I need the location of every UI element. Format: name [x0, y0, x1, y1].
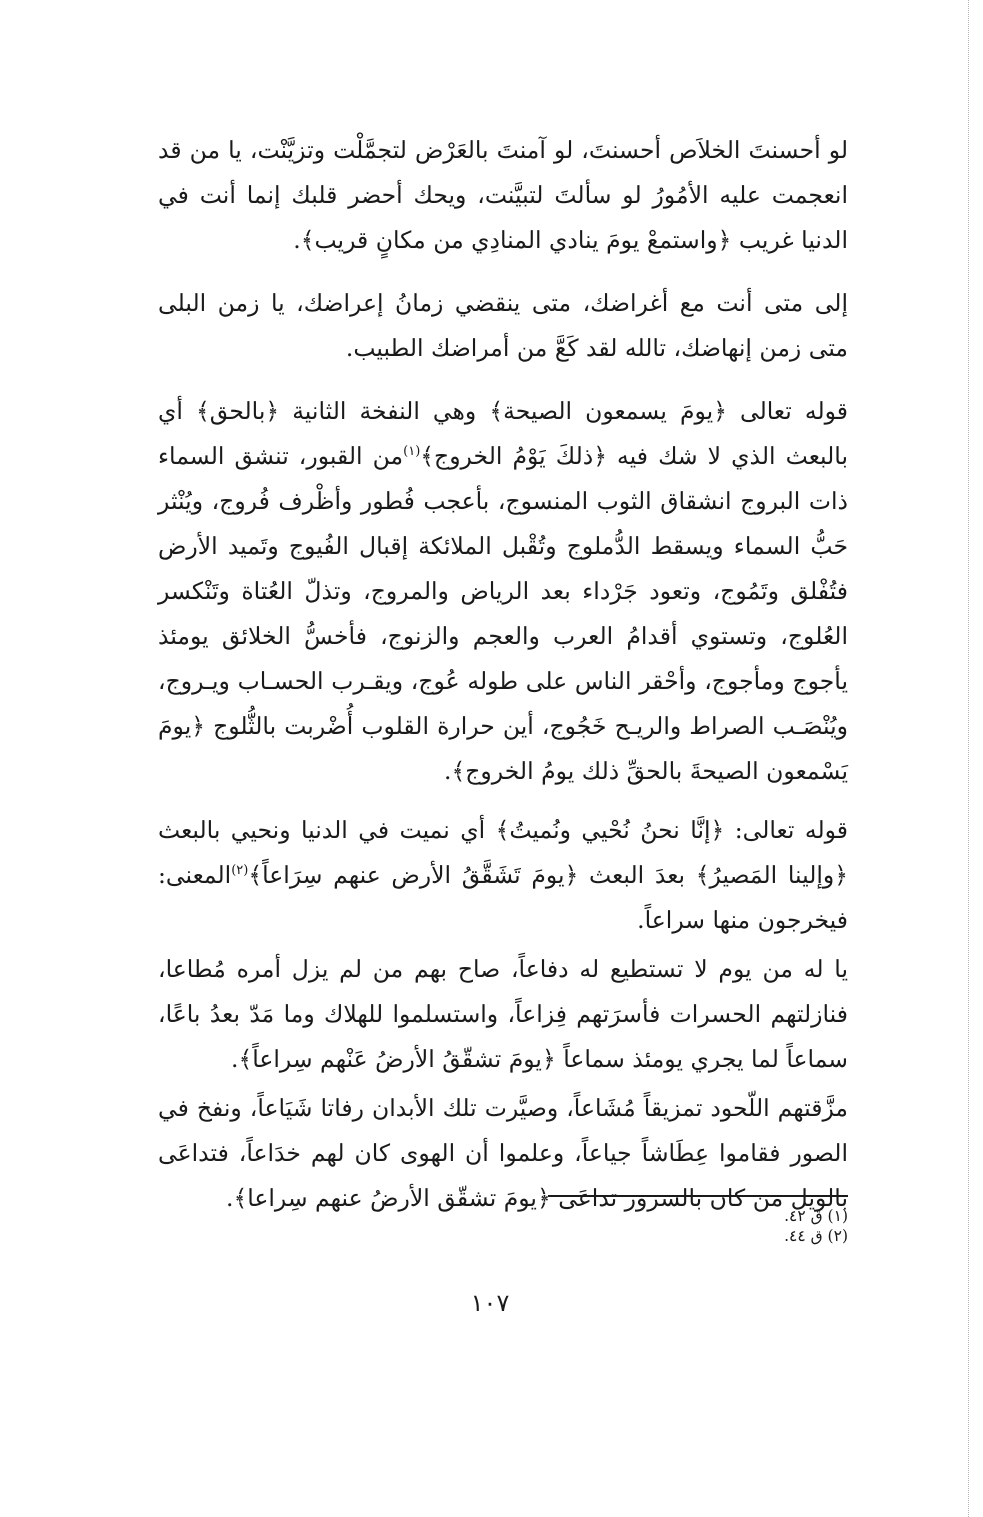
paragraph-1: لو أحسنتَ الخلاَص أحسنتَ، لو آمنتَ بالعَرْض لتجمَّلْت وتزيَّنْت، يا من قد انعجمت عليه الأمُورُ لو سألتَ لتبيَّنت، ويحك أحضر قلبك إنما أنت في الدنيا غريب ﴿واستمعْ يومَ ينادي المنادِي من مكانٍ قريب﴾.	[158, 136, 848, 254]
footnote-ref-2: (٢)	[231, 863, 249, 879]
footnote-1: (١) ق ٤٢.	[784, 1207, 848, 1225]
paragraph-4-part-1: قوله تعالى: ﴿إنَّا نحنُ نُحْيي ونُميتُ﴾ أي نميت في الدنيا ونحيي بالبعث ﴿وإلينا المَصيرُ﴾ بعدَ البعث ﴿يومَ تَشَقَّقُ الأرض عنهم سِرَاعاً﴾	[158, 816, 848, 889]
footnote-2: (٢) ق ٤٤.	[784, 1227, 848, 1245]
paragraph-3-part-1: قوله تعالى ﴿يومَ يسمعون الصيحة﴾ وهي النفخة الثانية ﴿بالحق﴾ أي بالبعث الذي لا شك فيه ﴿ذلكَ يَوْمُ الخروج﴾	[158, 397, 849, 470]
paragraph-6: مزَّقتهم اللّحود تمزيقاً مُشَاعاً، وصيَّرت تلك الأبدان رفاتا شَيَاعاً، ونفخ في الصور فقاموا عِطَاشاً جياعاً، وعلموا أن الهوى كان لهم خدَاعاً، فتداعَى بالويل من كان بالسرور تداعَى ﴿يومَ تشقّق الأرضُ عنهم سِراعا﴾.	[158, 1094, 848, 1212]
page-number: ١٠٧	[470, 1289, 510, 1317]
footnote-ref-1: (١)	[403, 444, 421, 460]
footnote-divider	[548, 1195, 848, 1197]
paragraph-4	[158, 808, 848, 943]
footnotes	[620, 1206, 848, 1246]
paragraph-4-part-2: المعنى: فيخرجون منها سراعاً.	[158, 861, 848, 934]
paragraph-3-part-2: من القبور، تنشق السماء ذات البروج انشقاق الثوب المنسوج، بأعجب فُطور وأظْرف فُروج، ويُنْثر حَبُّ السماء ويسقط الدُّملوج وتُقْبل الملائكة إقبال الفُيوج وتَميد الأرض فتُفْلق وتَمُوج، وتعود جَرْداء بعد الرياض والمروج، وتذلّ العُتاة وتَنْكسر العُلوج، وتستوي أقدامُ العرب والعجم والزنوج، فأخسُّ الخلائق يومئذ يأجوج ومأجوج، وأحْقر الناس على طوله عُوج، ويقـرب الحسـاب ويـروج، ويُنْصَـب الصراط والريـح خَجُوج، أين حرارة القلوب أُضْربت بالثُّلوج ﴿يومَ يَسْمعون الصيحةَ بالحقِّ ذلك يومُ الخروج﴾.	[158, 442, 848, 785]
scan-edge-line	[968, 0, 969, 1517]
paragraph-5: يا له من يوم لا تستطيع له دفاعاً، صاح بهم من لم يزل أمره مُطاعا، فنازلتهم الحسرات فأسرَتهم فِزاعاً، واستسلموا للهلاك وما مَدّ بعدُ باعًا، سماعاً لما يجري يومئذ سماعاً ﴿يومَ تشقّقُ الأرضُ عَنْهم سِراعاً﴾.	[158, 955, 848, 1073]
paragraph-2: إلى متى أنت مع أغراضك، متى ينقضي زمانُ إعراضك، يا زمن البلى متى زمن إنهاضك، تالله لقد كَعَّ من أمراضك الطبيب.	[158, 289, 848, 362]
paragraph-3	[158, 389, 848, 794]
main-text	[158, 128, 848, 1221]
